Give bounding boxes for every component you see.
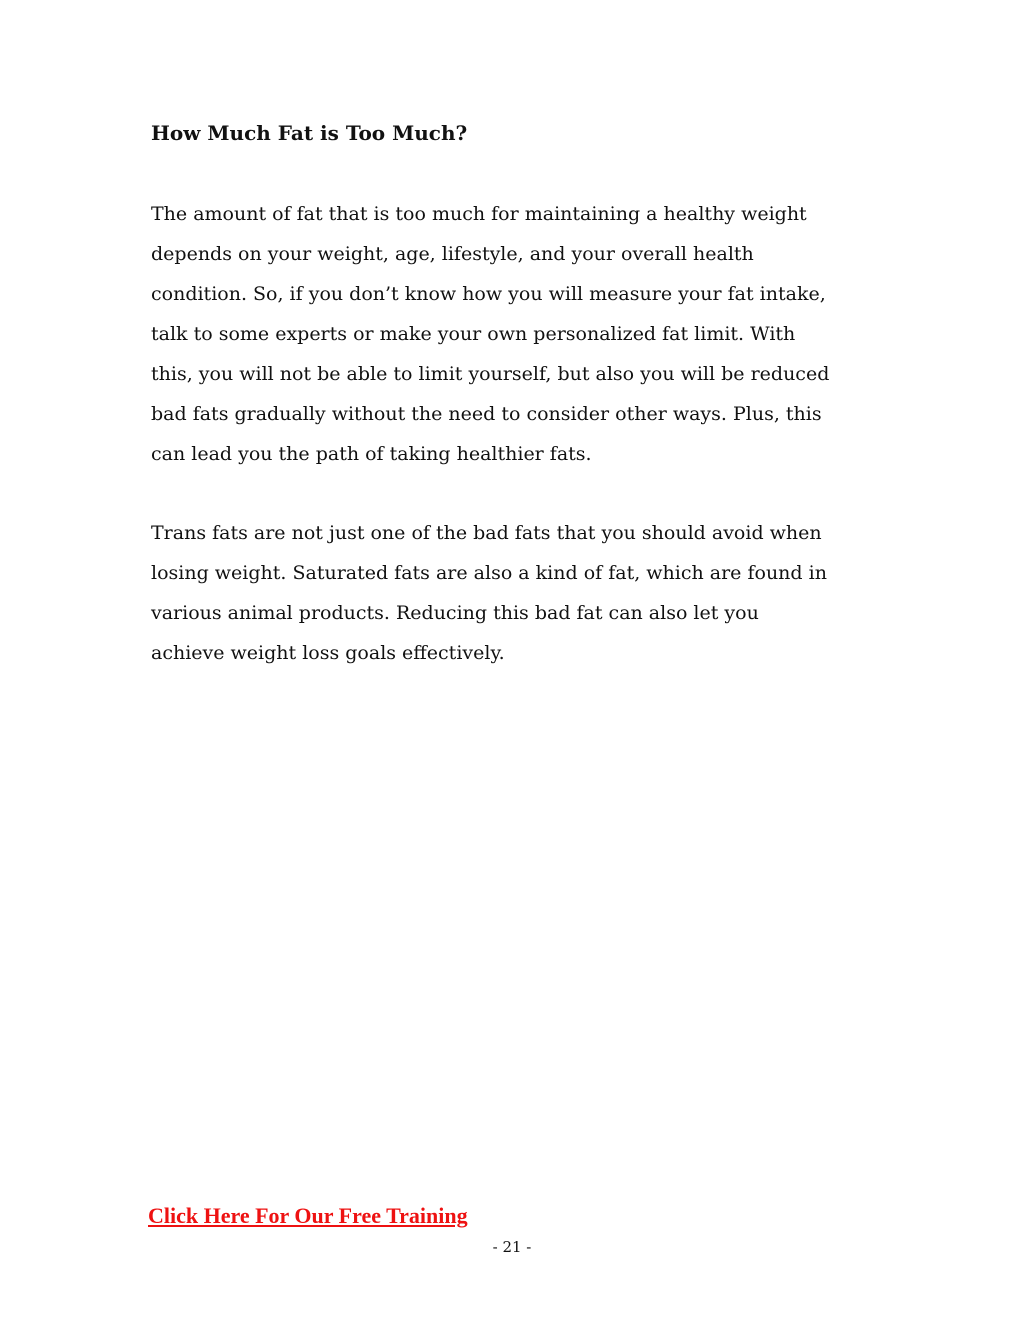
paragraph-line: condition. So, if you don’t know how you will measure your fat intake, bbox=[151, 283, 826, 305]
paragraph-line: achieve weight loss goals effectively. bbox=[151, 642, 505, 664]
paragraph-1 bbox=[151, 194, 881, 474]
paragraph-line: The amount of fat that is too much for maintaining a healthy weight bbox=[151, 203, 807, 225]
paragraph-line: various animal products. Reducing this bad fat can also let you bbox=[151, 602, 759, 624]
paragraph-line: this, you will not be able to limit yourself, but also you will be reduced bbox=[151, 363, 830, 385]
paragraph-line: Trans fats are not just one of the bad fats that you should avoid when bbox=[151, 522, 822, 544]
section-heading: How Much Fat is Too Much? bbox=[151, 121, 468, 145]
paragraph-line: can lead you the path of taking healthier fats. bbox=[151, 443, 592, 465]
free-training-link[interactable]: Click Here For Our Free Training bbox=[148, 1203, 468, 1228]
paragraph-line: talk to some experts or make your own personalized fat limit. With bbox=[151, 323, 796, 345]
paragraph-line: bad fats gradually without the need to consider other ways. Plus, this bbox=[151, 403, 822, 425]
page-number: - 21 - bbox=[492, 1238, 532, 1256]
paragraph-line: depends on your weight, age, lifestyle, and your overall health bbox=[151, 243, 754, 265]
paragraph-2 bbox=[151, 513, 881, 673]
paragraph-line: losing weight. Saturated fats are also a kind of fat, which are found in bbox=[151, 562, 827, 584]
